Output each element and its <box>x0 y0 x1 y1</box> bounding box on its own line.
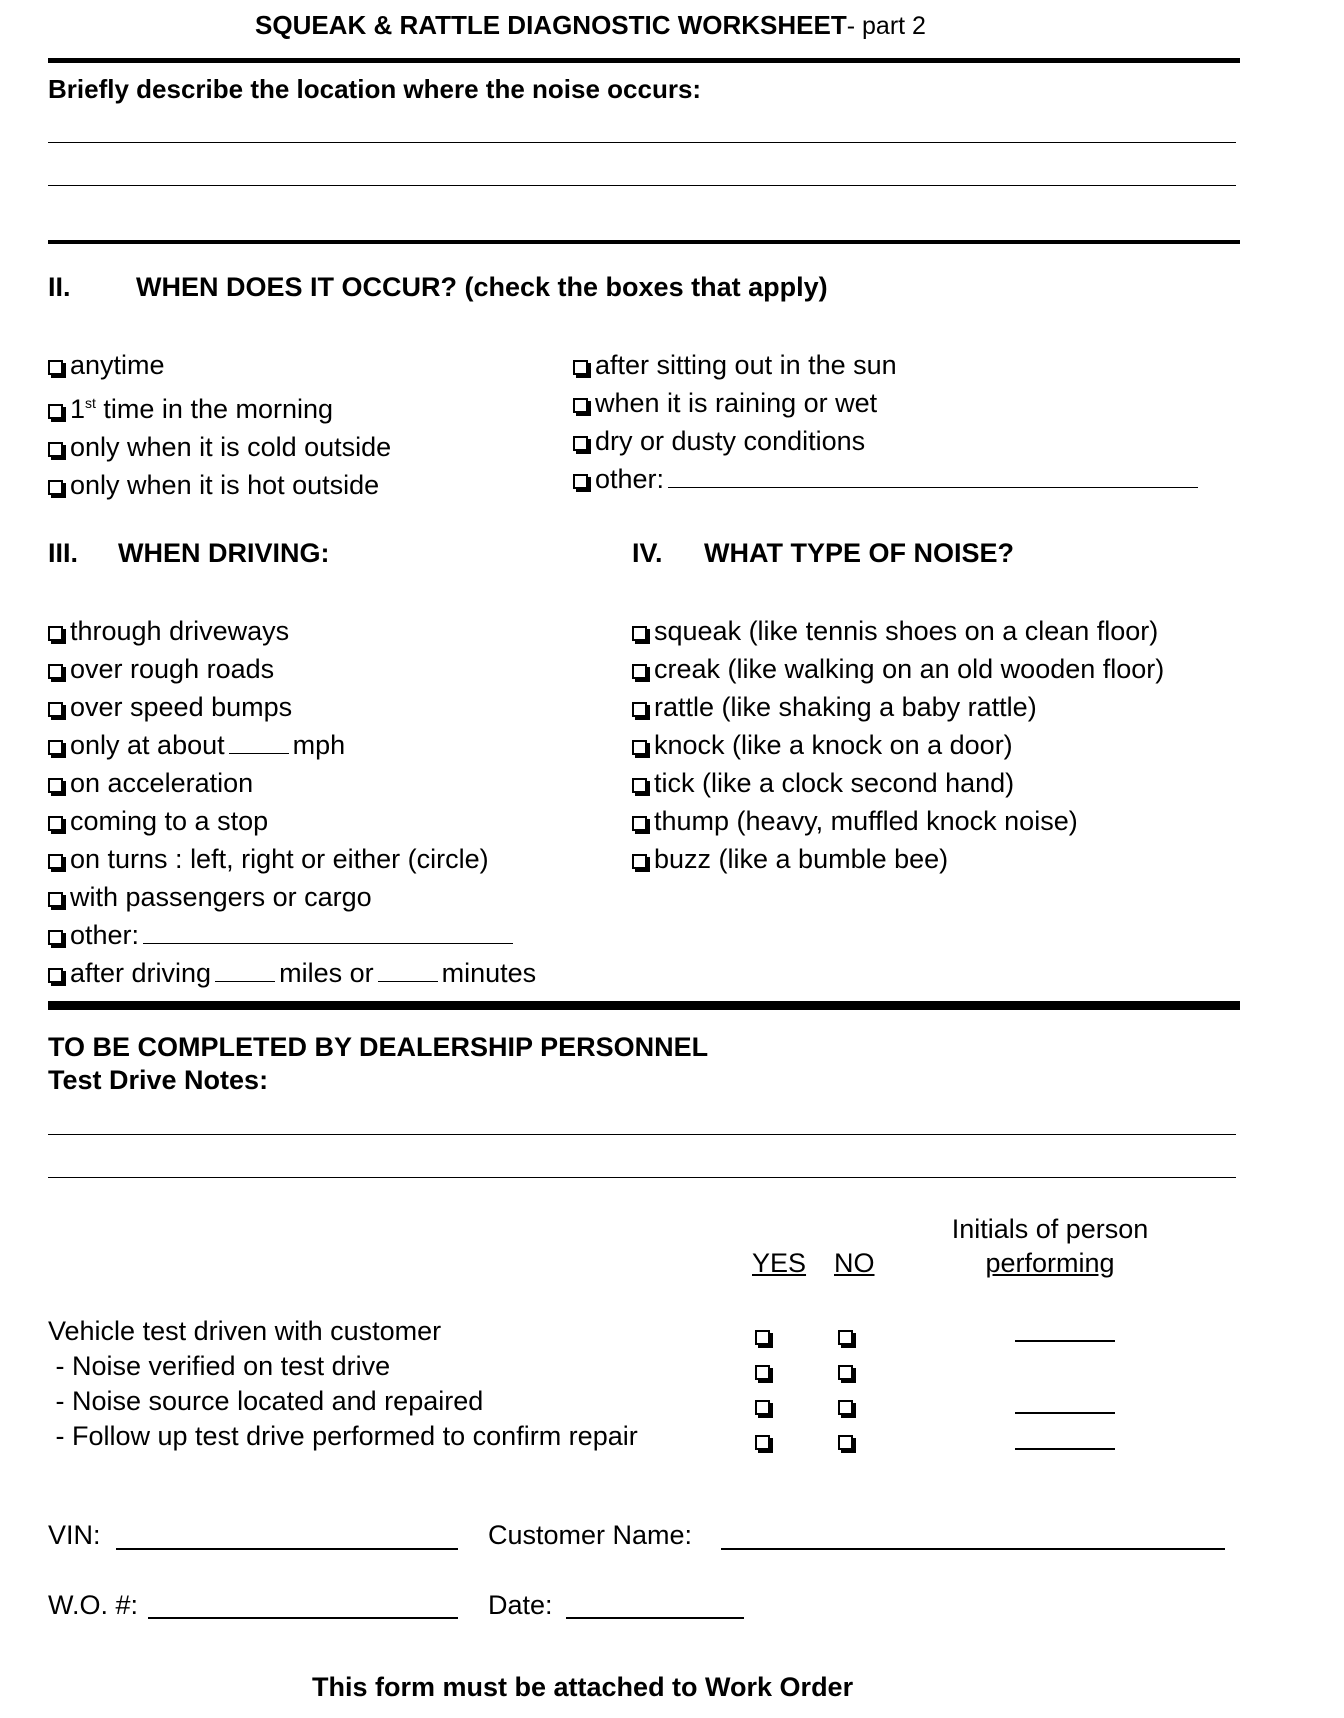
checkbox[interactable] <box>48 892 63 907</box>
no-checkbox[interactable] <box>838 1365 853 1380</box>
yes-checkbox[interactable] <box>755 1435 770 1450</box>
driving-other-field[interactable] <box>143 921 513 944</box>
driving-list <box>48 612 536 992</box>
checkbox[interactable] <box>48 930 63 945</box>
when-option[interactable]: anytime <box>48 346 391 384</box>
top-rule <box>48 58 1240 63</box>
when-right-list <box>573 346 1202 498</box>
checkbox[interactable] <box>48 740 63 755</box>
checkbox[interactable] <box>48 404 63 419</box>
col-no: NO <box>834 1248 875 1278</box>
form-title-text: SQUEAK & RATTLE DIAGNOSTIC WORKSHEET <box>255 10 847 40</box>
footer-note: This form must be attached to Work Order <box>312 1672 854 1702</box>
section-iv-numeral: IV. <box>632 538 663 568</box>
driving-option[interactable]: only at about mph <box>48 726 536 764</box>
checkbox[interactable] <box>632 702 647 717</box>
driving-option[interactable]: coming to a stop <box>48 802 536 840</box>
col-yes: YES <box>752 1248 807 1278</box>
driving-option[interactable]: after driving miles or minutes <box>48 954 536 992</box>
no-column <box>838 1322 860 1462</box>
dealer-row-label: Vehicle test driven with customer <box>48 1316 442 1346</box>
location-prompt: Briefly describe the location where the noise occurs: <box>48 74 702 104</box>
when-option[interactable]: dry or dusty conditions <box>573 422 1202 460</box>
driving-option[interactable]: on turns : left, right or either (circle) <box>48 840 536 878</box>
checkbox[interactable] <box>48 480 63 495</box>
checkbox[interactable] <box>573 398 588 413</box>
driving-option[interactable]: with passengers or cargo <box>48 878 536 916</box>
when-option[interactable]: 1st time in the morning <box>48 384 391 428</box>
location-line-1[interactable] <box>48 142 1236 143</box>
yes-checkbox[interactable] <box>755 1365 770 1380</box>
location-line-2[interactable] <box>48 185 1236 186</box>
section-iii-heading: WHEN DRIVING: <box>118 538 330 568</box>
notes-line-1[interactable] <box>48 1134 1236 1135</box>
checkbox[interactable] <box>48 968 63 983</box>
section-ii-heading: WHEN DOES IT OCCUR? (check the boxes that apply) <box>136 272 828 302</box>
when-left-list <box>48 346 391 504</box>
yes-checkbox[interactable] <box>755 1330 770 1345</box>
section-ii-numeral: II. <box>48 272 71 302</box>
no-checkbox[interactable] <box>838 1435 853 1450</box>
checkbox[interactable] <box>573 474 588 489</box>
when-option[interactable]: after sitting out in the sun <box>573 346 1202 384</box>
noise-option[interactable]: squeak (like tennis shoes on a clean floor) <box>632 612 1164 650</box>
section-iv-heading: WHAT TYPE OF NOISE? <box>704 538 1014 568</box>
dealer-row-label: - Follow up test drive performed to confirm repair <box>48 1421 638 1451</box>
checkbox[interactable] <box>632 854 647 869</box>
driving-option[interactable]: through driveways <box>48 612 536 650</box>
section-rule-1 <box>48 240 1240 244</box>
other-field[interactable] <box>668 465 1198 488</box>
initials-line[interactable] <box>1015 1340 1115 1342</box>
customer-label: Customer Name: <box>488 1520 693 1550</box>
checkbox[interactable] <box>48 854 63 869</box>
wo-label: W.O. #: <box>48 1590 139 1620</box>
section-rule-2 <box>48 1001 1240 1010</box>
checkbox[interactable] <box>48 626 63 641</box>
checkbox[interactable] <box>48 816 63 831</box>
checkbox[interactable] <box>573 436 588 451</box>
no-checkbox[interactable] <box>838 1400 853 1415</box>
checkbox[interactable] <box>48 442 63 457</box>
wo-field[interactable] <box>148 1617 458 1619</box>
notes-label: Test Drive Notes: <box>48 1065 269 1095</box>
speed-field[interactable] <box>229 731 289 754</box>
noise-option[interactable]: knock (like a knock on a door) <box>632 726 1164 764</box>
checkbox[interactable] <box>573 360 588 375</box>
initials-line[interactable] <box>1015 1448 1115 1450</box>
checkbox[interactable] <box>632 626 647 641</box>
driving-option[interactable]: over rough roads <box>48 650 536 688</box>
form-part: - part 2 <box>846 12 926 40</box>
dealer-rows <box>48 1314 638 1454</box>
checkbox[interactable] <box>632 740 647 755</box>
notes-line-2[interactable] <box>48 1177 1236 1178</box>
checkbox[interactable] <box>632 816 647 831</box>
checkbox[interactable] <box>48 664 63 679</box>
when-option[interactable]: other: <box>573 460 1202 498</box>
miles-field[interactable] <box>215 959 275 982</box>
when-option[interactable]: only when it is hot outside <box>48 466 391 504</box>
checkbox[interactable] <box>48 360 63 375</box>
checkbox[interactable] <box>632 778 647 793</box>
vin-field[interactable] <box>116 1548 458 1550</box>
checkbox[interactable] <box>632 664 647 679</box>
col-initials-1: Initials of person <box>951 1214 1149 1244</box>
when-option[interactable]: only when it is cold outside <box>48 428 391 466</box>
noise-option[interactable]: creak (like walking on an old wooden floor) <box>632 650 1164 688</box>
driving-option[interactable]: over speed bumps <box>48 688 536 726</box>
when-option[interactable]: when it is raining or wet <box>573 384 1202 422</box>
checkbox[interactable] <box>48 778 63 793</box>
section-iii-numeral: III. <box>48 538 79 568</box>
date-label: Date: <box>488 1590 553 1620</box>
noise-option[interactable]: rattle (like shaking a baby rattle) <box>632 688 1164 726</box>
no-checkbox[interactable] <box>838 1330 853 1345</box>
minutes-field[interactable] <box>378 959 438 982</box>
form-title <box>255 10 926 41</box>
yes-checkbox[interactable] <box>755 1400 770 1415</box>
checkbox[interactable] <box>48 702 63 717</box>
dealer-heading: TO BE COMPLETED BY DEALERSHIP PERSONNEL <box>48 1032 709 1062</box>
noise-option[interactable]: thump (heavy, muffled knock noise) <box>632 802 1164 840</box>
dealer-row-label: - Noise source located and repaired <box>48 1386 484 1416</box>
dealer-row-label: - Noise verified on test drive <box>48 1351 391 1381</box>
yes-column <box>755 1322 777 1462</box>
noise-option[interactable]: buzz (like a bumble bee) <box>632 840 1164 878</box>
initials-line[interactable] <box>1015 1412 1115 1414</box>
customer-field[interactable] <box>721 1548 1225 1550</box>
col-initials-2: performing <box>985 1248 1115 1278</box>
vin-label: VIN: <box>48 1520 101 1550</box>
driving-option[interactable]: on acceleration <box>48 764 536 802</box>
date-field[interactable] <box>566 1617 744 1619</box>
noise-list <box>632 612 1164 878</box>
noise-option[interactable]: tick (like a clock second hand) <box>632 764 1164 802</box>
driving-option[interactable]: other: <box>48 916 536 954</box>
